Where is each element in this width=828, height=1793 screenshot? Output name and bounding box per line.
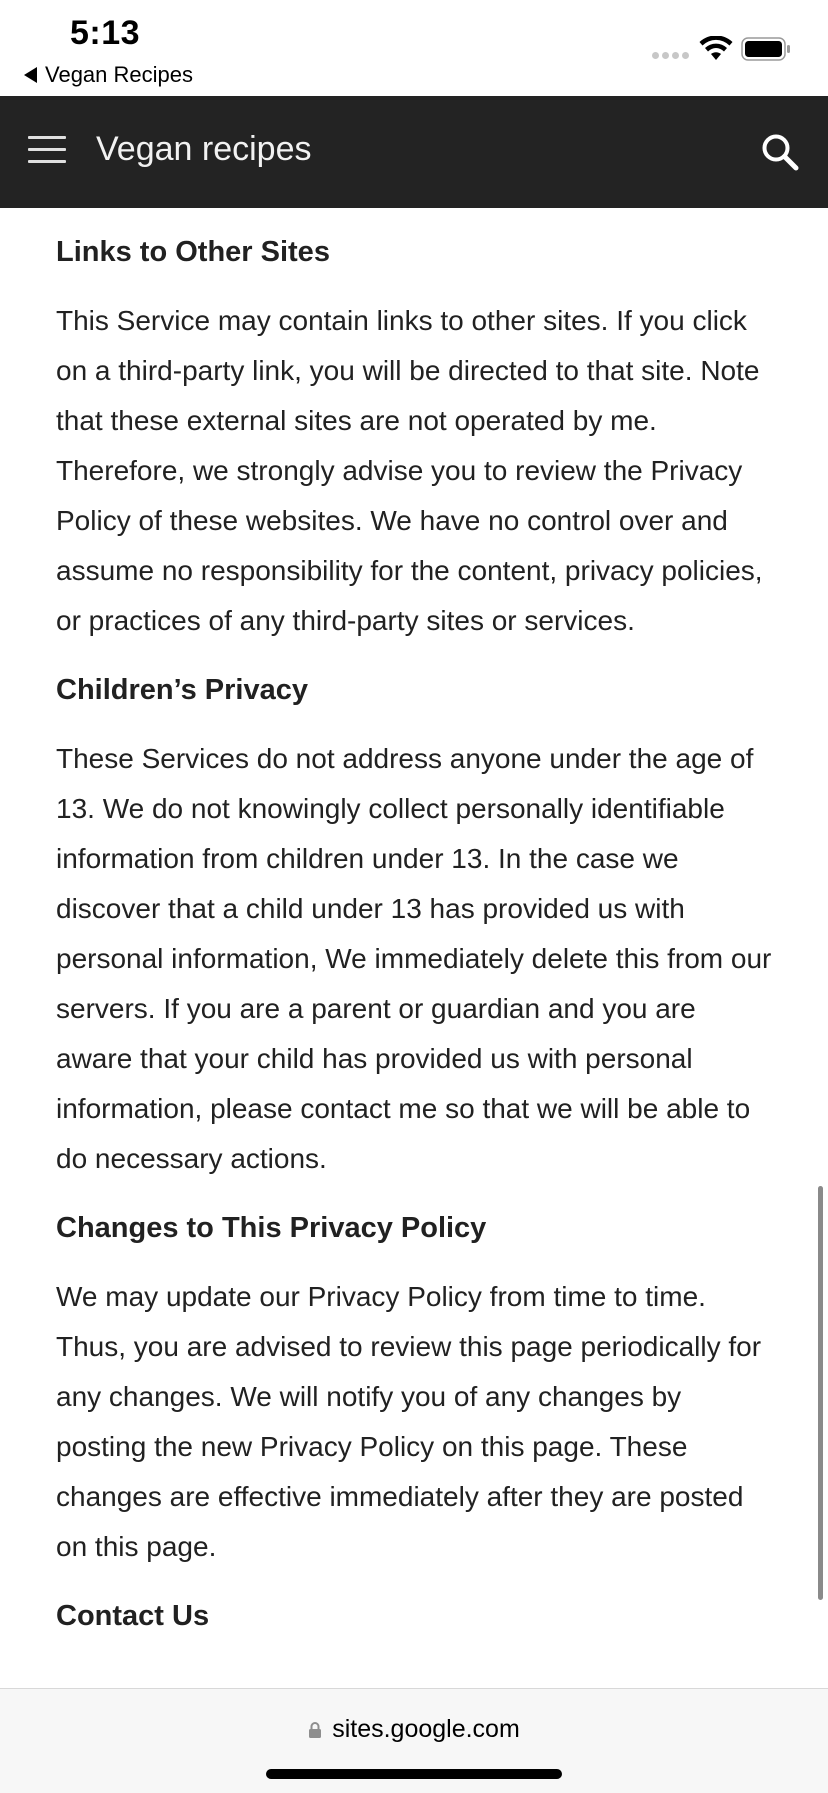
page-content bbox=[56, 208, 774, 1636]
lock-icon bbox=[308, 1721, 322, 1739]
section-heading-changes: Changes to This Privacy Policy bbox=[56, 1212, 487, 1244]
section-body-childrens-privacy: These Services do not address anyone under the age of 13. We do not knowingly collect personally identifiable information from children under 13. In the case we discover that a child under 13 has provided us with personal information, We immediately delete this from our servers. If you are a parent or guardian and you are aware that your child has provided us with personal information, please contact me so that we will be able to do necessary actions. bbox=[56, 743, 772, 1174]
back-app-label: Vegan Recipes bbox=[45, 62, 193, 87]
section-body-changes: We may update our Privacy Policy from time to time. Thus, you are advised to review this page periodically for any changes. We will notify you of any changes by posting the new Privacy Policy on this page. These changes are effective immediately after they are posted on this page. bbox=[56, 1281, 762, 1562]
status-time: 5:13 bbox=[70, 14, 141, 52]
section-heading-childrens-privacy: Children’s Privacy bbox=[56, 674, 308, 706]
browser-bottom-bar bbox=[0, 1688, 828, 1793]
wifi-icon bbox=[699, 36, 733, 62]
site-header bbox=[0, 96, 828, 208]
scrollbar[interactable] bbox=[818, 1186, 823, 1600]
status-bar bbox=[0, 0, 828, 96]
url-bar[interactable] bbox=[0, 1715, 828, 1744]
search-icon[interactable] bbox=[760, 132, 800, 172]
section-heading-links: Links to Other Sites bbox=[56, 236, 330, 268]
site-title[interactable]: Vegan recipes bbox=[96, 130, 312, 168]
signal-icon bbox=[652, 52, 689, 59]
back-to-app-button[interactable] bbox=[24, 62, 193, 88]
home-indicator[interactable] bbox=[266, 1769, 562, 1779]
hamburger-menu-icon[interactable] bbox=[28, 136, 66, 164]
back-triangle-icon bbox=[24, 67, 37, 83]
section-body-links: This Service may contain links to other sites. If you click on a third-party link, you will be directed to that site. Note that these external sites are not operated by me. Therefore, we strongly advise you to review the Privacy Policy of these websites. We have no control over and assume no responsibility for the content, privacy policies, or practices of any third-party sites or services. bbox=[56, 305, 763, 636]
url-text: sites.google.com bbox=[332, 1715, 520, 1743]
section-heading-contact: Contact Us bbox=[56, 1600, 210, 1632]
battery-icon bbox=[741, 37, 791, 61]
